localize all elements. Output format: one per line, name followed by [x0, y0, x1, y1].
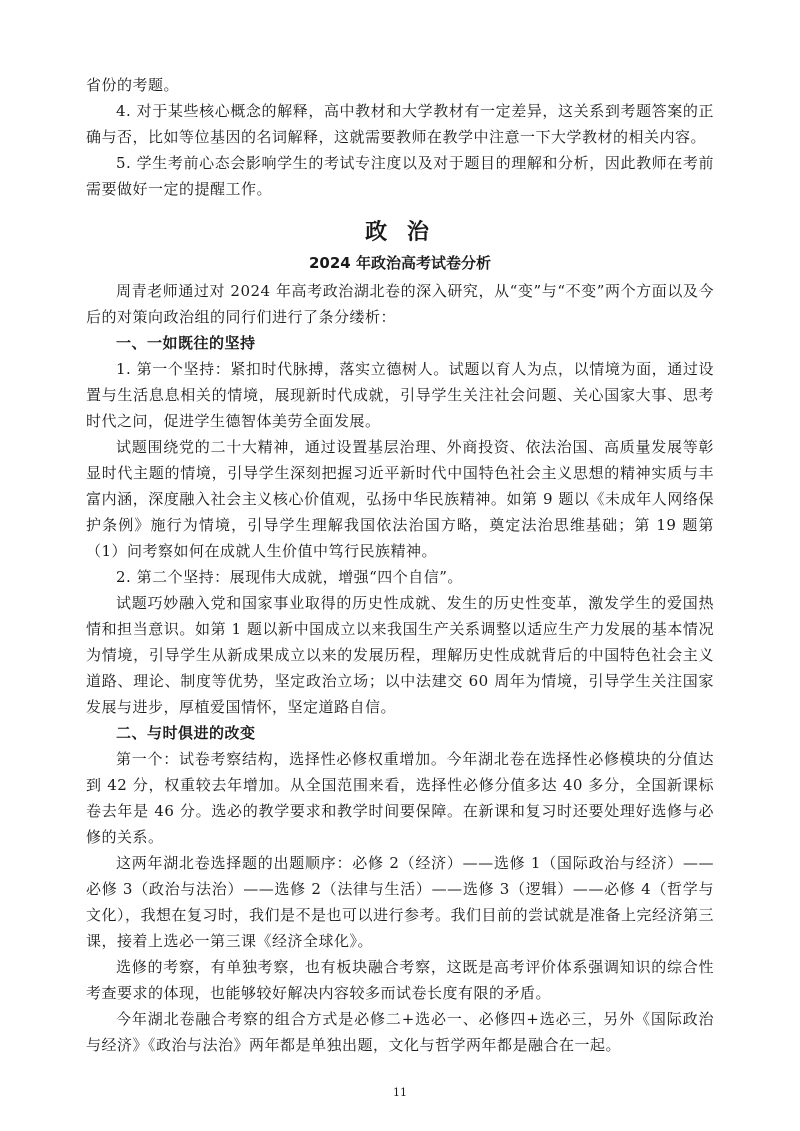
paragraph-point-5: 5. 学生考前心态会影响学生的考试专注度以及对于题目的理解和分析，因此教师在考前需要做好一定的提醒工作。 [86, 154, 714, 198]
paragraph-twentieth-congress: 试题围绕党的二十大精神，通过设置基层治理、外商投资、依法治国、高质量发展等彰显时代主题的情境，引导学生深刻把握习近平新时代中国特色社会主义思想的精神实质与丰富内涵，深度融入社会主义核心价值观，弘扬中华民族精神。如第 9 题以《未成年人网络保护条例》施行为情境，引导学生理解我国依法治国方略，奠定法治思维基础；第 19 题第（1）问考察如何在成就人生价值中笃行民族精神。 [86, 438, 714, 560]
section-title: 政 治 [365, 220, 435, 245]
page-number: 11 [393, 1086, 407, 1099]
heading-persistence: 一、一如既往的坚持 [116, 334, 256, 352]
paragraph-first-persistence: 1. 第一个坚持：紧扣时代脉搏，落实立德树人。试题以育人为点，以情境为面，通过设置与生活息息相关的情境，展现新时代成就，引导学生关注社会问题、关心国家大事、思考时代之问，促进学生德智体美劳全面发展。 [86, 360, 714, 430]
paragraph-achievements: 试题巧妙融入党和国家事业取得的历史性成就、发生的历史性变革，激发学生的爱国热情和担当意识。如第 1 题以新中国成立以来我国生产关系调整以适应生产力发展的基本情况为情境，引导学生从新成果成立以来的发展历程，理解历史性成就背后的中国特色社会主义道路、理论、制度等优势，坚定政治立场；以中法建交 60 周年为情境，引导学生关注国家发展与进步，厚植爱国情怀，坚定道路自信。 [86, 594, 714, 716]
paragraph-continuation: 省份的考题。 [86, 76, 180, 94]
intro-paragraph: 周青老师通过对 2024 年高考政治湖北卷的深入研究，从“变”与“不变”两个方面以及今后的对策向政治组的同行们进行了条分缕析： [86, 282, 714, 326]
paragraph-question-order: 这两年湖北卷选择题的出题顺序：必修 2（经济）——选修 1（国际政治与经济）——必修 3（政治与法治）——选修 2（法律与生活）——选修 3（逻辑）——必修 4（哲学与文化），我想在复习时，我们是不是也可以进行参考。我们目前的尝试就是准备上完经济第三课，接着上选必一第三课《经济全球化》。 [86, 854, 715, 950]
paragraph-integration: 今年湖北卷融合考察的组合方式是必修二+选必一、必修四+选必三，另外《国际政治与经济》《政治与法治》两年都是单独出题，文化与哲学两年都是融合在一起。 [86, 1010, 714, 1054]
heading-changes: 二、与时俱进的改变 [116, 724, 256, 742]
paragraph-second-persistence: 2. 第二个坚持：展现伟大成就，增强“四个自信”。 [116, 568, 463, 586]
paragraph-point-4: 4. 对于某些核心概念的解释，高中教材和大学教材有一定差异，这关系到考题答案的正确与否，比如等位基因的名词解释，这就需要教师在教学中注意一下大学教材的相关内容。 [86, 102, 714, 146]
paragraph-structure-change: 第一个：试卷考察结构，选择性必修权重增加。今年湖北卷在选择性必修模块的分值达到 42 分，权重较去年增加。从全国范围来看，选择性必修分值多达 40 多分，全国新课标卷去年是 46 分。选必的教学要求和教学时间要保障。在新课和复习时还要处理好选修与必修的关系。 [86, 750, 714, 846]
paragraph-elective-exam: 选修的考察，有单独考察，也有板块融合考察，这既是高考评价体系强调知识的综合性考查要求的体现，也能够较好解决内容较多而试卷长度有限的矛盾。 [86, 958, 714, 1002]
section-subtitle: 2024 年政治高考试卷分析 [309, 254, 491, 272]
